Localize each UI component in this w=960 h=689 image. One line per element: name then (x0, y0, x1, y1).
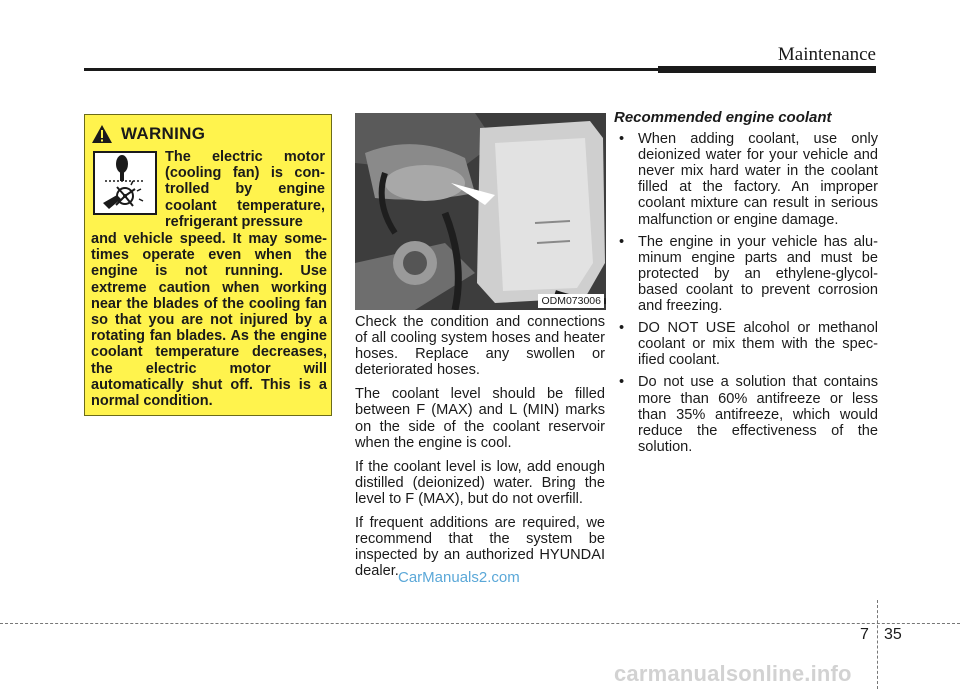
warning-text-top: The electric motor (cooling fan) is con-trolled by engine coolant temperature, refrigerant pressure (165, 149, 325, 230)
list-item-text: DO NOT USE alcohol or methanol coolant or mix them with the spec-ified coolant. (638, 320, 878, 369)
bullet-icon: • (619, 374, 625, 391)
warning-header (91, 123, 205, 145)
body-paragraph: If frequent additions are required, we recommend that the system be inspected by an authorized HYUNDAI dealer. (355, 515, 605, 580)
header-rule (84, 68, 658, 71)
warning-title: WARNING (121, 124, 206, 143)
header-rule-accent (658, 66, 876, 73)
warning-box (84, 114, 332, 416)
section-heading: Recommended engine coolant (614, 109, 832, 126)
body-text (355, 314, 605, 587)
list-item (614, 320, 878, 368)
bullet-icon: • (619, 320, 625, 337)
body-paragraph: The coolant level should be filled between F (MAX) and L (MIN) marks on the side of the coolant reservoir when the engine is cool. (355, 386, 605, 451)
photo-code: ODM073006 (538, 294, 604, 308)
bullet-list (614, 131, 878, 455)
watermark-link[interactable]: CarManuals2.com (398, 569, 520, 586)
section-title: Maintenance (777, 44, 876, 65)
list-item (614, 131, 878, 228)
list-item-text: When adding coolant, use only deionized water for your vehicle and never mix hard water in the coolant filled at the factory. An improper coolant mixture can result in serious malfunction or engine damage. (638, 131, 878, 228)
warning-triangle-icon (91, 124, 113, 144)
bullet-icon: • (619, 233, 625, 250)
chapter-number: 7 (860, 626, 869, 643)
list-item-text: Do not use a solution that contains more than 60% antifreeze or less than 35% antifreeze, which would reduce the effectiveness of the solution. (638, 374, 878, 455)
bullet-icon: • (619, 131, 625, 148)
page-number: 35 (884, 626, 902, 643)
recommended-coolant-section (614, 110, 878, 461)
hand-in-fan-icon (93, 151, 157, 215)
body-paragraph: Check the condition and connections of all cooling system hoses and heater hoses. Replace any swollen or deteriorated hoses. (355, 314, 605, 379)
list-item (614, 234, 878, 314)
watermark-footer: carmanualsonline.info (614, 661, 852, 686)
body-paragraph: If the coolant level is low, add enough distilled (deionized) water. Bring the level to F (MAX), but do not overfill. (355, 458, 605, 507)
list-item-text: The engine in your vehicle has alu-minum engine parts and must be protected by an ethylene-glycol-based coolant to prevent corrosion and freezing. (638, 233, 878, 315)
footer-rule (0, 623, 960, 624)
list-item (614, 374, 878, 454)
warning-text-bottom: and vehicle speed. It may some-times operate even when the engine is not running. Use extreme caution when working near the blades of the cooling fan so that you are not injured by a rotating fan blades. As the engine coolant temperature decreases, the electric motor will automatically shut off. This is a normal condition. (91, 231, 327, 410)
footer-divider (877, 600, 878, 689)
engine-bay-photo (355, 113, 606, 310)
